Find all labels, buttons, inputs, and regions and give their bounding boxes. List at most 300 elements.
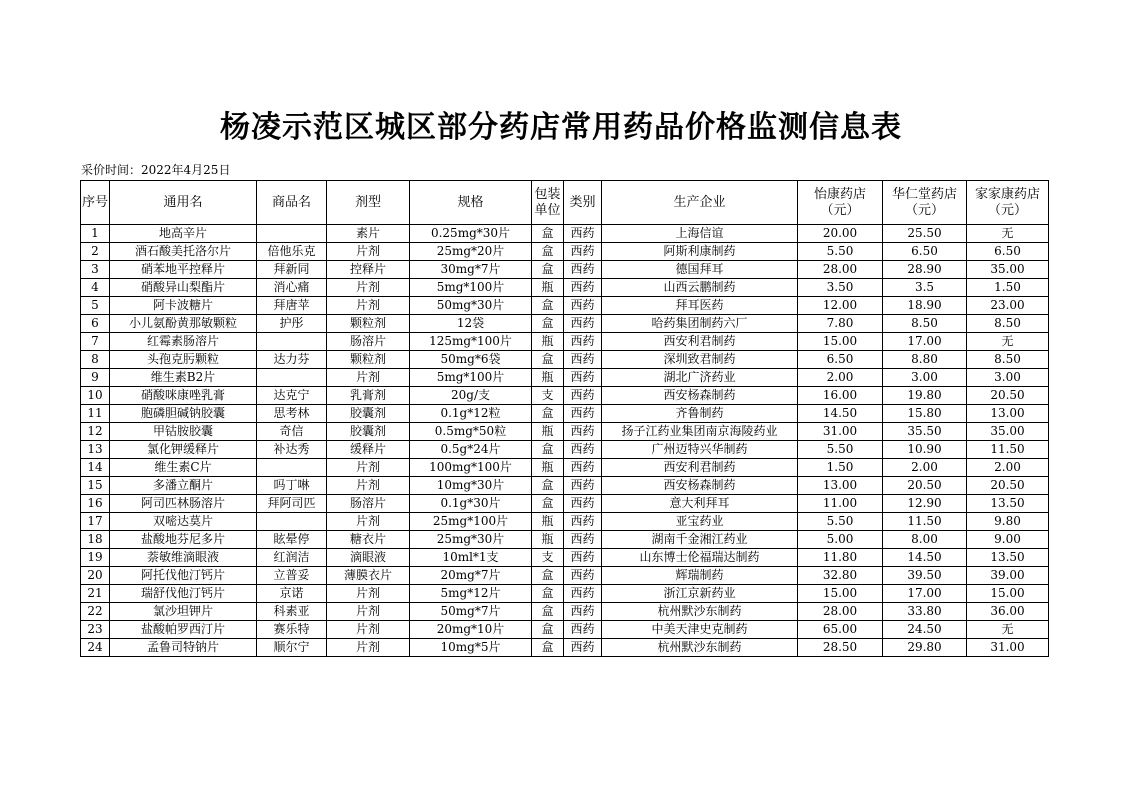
cell-manufacturer: 杭州默沙东制药 <box>602 639 798 657</box>
table-row <box>81 567 1049 585</box>
cell-huarentang-price: 10.90 <box>883 441 967 459</box>
cell-jiajiakang-price: 13.50 <box>967 495 1049 513</box>
table-row <box>81 549 1049 567</box>
cell-manufacturer: 意大利拜耳 <box>602 495 798 513</box>
cell-brand-name: 护彤 <box>257 315 327 333</box>
cell-specification: 0.1g*12粒 <box>410 405 532 423</box>
cell-index: 21 <box>81 585 110 603</box>
cell-brand-name: 顺尔宁 <box>257 639 327 657</box>
cell-package-unit: 瓶 <box>532 459 564 477</box>
cell-yikang-price: 15.00 <box>798 585 883 603</box>
cell-package-unit: 盒 <box>532 621 564 639</box>
cell-generic-name: 双嘧达莫片 <box>110 513 257 531</box>
cell-manufacturer: 中美天津史克制药 <box>602 621 798 639</box>
cell-generic-name: 硝酸咪康唑乳膏 <box>110 387 257 405</box>
cell-yikang-price: 5.50 <box>798 513 883 531</box>
cell-index: 7 <box>81 333 110 351</box>
cell-package-unit: 盒 <box>532 297 564 315</box>
cell-brand-name: 立普妥 <box>257 567 327 585</box>
table-row <box>81 225 1049 243</box>
cell-generic-name: 多潘立酮片 <box>110 477 257 495</box>
cell-category: 西药 <box>564 261 602 279</box>
cell-index: 20 <box>81 567 110 585</box>
cell-specification: 25mg*20片 <box>410 243 532 261</box>
cell-brand-name: 达克宁 <box>257 387 327 405</box>
cell-brand-name <box>257 333 327 351</box>
table-row <box>81 243 1049 261</box>
table-row <box>81 387 1049 405</box>
cell-specification: 0.1g*30片 <box>410 495 532 513</box>
cell-dosage-form: 颗粒剂 <box>327 315 410 333</box>
table-row <box>81 621 1049 639</box>
cell-package-unit: 盒 <box>532 477 564 495</box>
col-header-huarentang-price: 华仁堂药店（元） <box>883 181 967 225</box>
table-row <box>81 459 1049 477</box>
cell-index: 23 <box>81 621 110 639</box>
cell-index: 17 <box>81 513 110 531</box>
cell-category: 西药 <box>564 315 602 333</box>
cell-dosage-form: 片剂 <box>327 459 410 477</box>
cell-yikang-price: 31.00 <box>798 423 883 441</box>
cell-manufacturer: 齐鲁制药 <box>602 405 798 423</box>
cell-package-unit: 盒 <box>532 243 564 261</box>
cell-huarentang-price: 8.00 <box>883 531 967 549</box>
col-header-jiajiakang-price: 家家康药店（元） <box>967 181 1049 225</box>
cell-index: 8 <box>81 351 110 369</box>
cell-category: 西药 <box>564 297 602 315</box>
cell-index: 15 <box>81 477 110 495</box>
cell-brand-name <box>257 459 327 477</box>
cell-specification: 25mg*30片 <box>410 531 532 549</box>
cell-dosage-form: 滴眼液 <box>327 549 410 567</box>
cell-package-unit: 瓶 <box>532 513 564 531</box>
cell-huarentang-price: 35.50 <box>883 423 967 441</box>
col-header-specification: 规格 <box>410 181 532 225</box>
cell-specification: 20g/支 <box>410 387 532 405</box>
cell-dosage-form: 糖衣片 <box>327 531 410 549</box>
cell-yikang-price: 15.00 <box>798 333 883 351</box>
table-row <box>81 333 1049 351</box>
cell-manufacturer: 亚宝药业 <box>602 513 798 531</box>
cell-package-unit: 盒 <box>532 603 564 621</box>
cell-brand-name: 吗丁啉 <box>257 477 327 495</box>
cell-package-unit: 瓶 <box>532 279 564 297</box>
cell-manufacturer: 扬子江药业集团南京海陵药业 <box>602 423 798 441</box>
cell-brand-name: 倍他乐克 <box>257 243 327 261</box>
table-row <box>81 351 1049 369</box>
cell-huarentang-price: 17.00 <box>883 585 967 603</box>
cell-manufacturer: 西安杨森制药 <box>602 477 798 495</box>
cell-generic-name: 维生素B2片 <box>110 369 257 387</box>
col-header-generic-name: 通用名 <box>110 181 257 225</box>
cell-dosage-form: 片剂 <box>327 621 410 639</box>
cell-specification: 0.5mg*50粒 <box>410 423 532 441</box>
col-header-yikang-price: 怡康药店（元） <box>798 181 883 225</box>
table-row <box>81 495 1049 513</box>
cell-generic-name: 硝酸异山梨酯片 <box>110 279 257 297</box>
cell-dosage-form: 片剂 <box>327 513 410 531</box>
cell-package-unit: 瓶 <box>532 531 564 549</box>
cell-huarentang-price: 20.50 <box>883 477 967 495</box>
cell-jiajiakang-price: 2.00 <box>967 459 1049 477</box>
cell-jiajiakang-price: 13.50 <box>967 549 1049 567</box>
cell-brand-name: 奇信 <box>257 423 327 441</box>
cell-generic-name: 硝苯地平控释片 <box>110 261 257 279</box>
table-row <box>81 279 1049 297</box>
cell-specification: 20mg*10片 <box>410 621 532 639</box>
cell-specification: 125mg*100片 <box>410 333 532 351</box>
table-row <box>81 423 1049 441</box>
cell-category: 西药 <box>564 495 602 513</box>
cell-manufacturer: 拜耳医药 <box>602 297 798 315</box>
cell-category: 西药 <box>564 387 602 405</box>
cell-index: 22 <box>81 603 110 621</box>
cell-huarentang-price: 11.50 <box>883 513 967 531</box>
cell-category: 西药 <box>564 567 602 585</box>
cell-index: 18 <box>81 531 110 549</box>
cell-index: 24 <box>81 639 110 657</box>
cell-index: 13 <box>81 441 110 459</box>
cell-huarentang-price: 14.50 <box>883 549 967 567</box>
cell-dosage-form: 颗粒剂 <box>327 351 410 369</box>
cell-jiajiakang-price: 无 <box>967 621 1049 639</box>
col-header-category: 类别 <box>564 181 602 225</box>
cell-brand-name: 科素亚 <box>257 603 327 621</box>
table-row <box>81 369 1049 387</box>
cell-category: 西药 <box>564 369 602 387</box>
cell-category: 西药 <box>564 603 602 621</box>
cell-yikang-price: 7.80 <box>798 315 883 333</box>
cell-specification: 50mg*7片 <box>410 603 532 621</box>
cell-dosage-form: 薄膜衣片 <box>327 567 410 585</box>
cell-huarentang-price: 33.80 <box>883 603 967 621</box>
cell-generic-name: 维生素C片 <box>110 459 257 477</box>
cell-yikang-price: 13.00 <box>798 477 883 495</box>
cell-category: 西药 <box>564 513 602 531</box>
cell-jiajiakang-price: 9.00 <box>967 531 1049 549</box>
cell-huarentang-price: 3.00 <box>883 369 967 387</box>
cell-brand-name <box>257 225 327 243</box>
cell-yikang-price: 28.00 <box>798 603 883 621</box>
table-row <box>81 441 1049 459</box>
cell-manufacturer: 广州迈特兴华制药 <box>602 441 798 459</box>
cell-dosage-form: 片剂 <box>327 243 410 261</box>
cell-index: 12 <box>81 423 110 441</box>
cell-huarentang-price: 29.80 <box>883 639 967 657</box>
cell-jiajiakang-price: 20.50 <box>967 477 1049 495</box>
cell-jiajiakang-price: 31.00 <box>967 639 1049 657</box>
cell-category: 西药 <box>564 639 602 657</box>
table-row <box>81 585 1049 603</box>
cell-specification: 10mg*30片 <box>410 477 532 495</box>
cell-package-unit: 支 <box>532 387 564 405</box>
cell-index: 2 <box>81 243 110 261</box>
cell-specification: 50mg*30片 <box>410 297 532 315</box>
cell-manufacturer: 杭州默沙东制药 <box>602 603 798 621</box>
cell-yikang-price: 2.00 <box>798 369 883 387</box>
cell-jiajiakang-price: 35.00 <box>967 261 1049 279</box>
cell-yikang-price: 1.50 <box>798 459 883 477</box>
cell-category: 西药 <box>564 225 602 243</box>
cell-index: 9 <box>81 369 110 387</box>
cell-package-unit: 瓶 <box>532 369 564 387</box>
cell-dosage-form: 片剂 <box>327 477 410 495</box>
cell-jiajiakang-price: 6.50 <box>967 243 1049 261</box>
cell-dosage-form: 片剂 <box>327 639 410 657</box>
cell-huarentang-price: 39.50 <box>883 567 967 585</box>
cell-brand-name: 拜唐苹 <box>257 297 327 315</box>
cell-package-unit: 盒 <box>532 567 564 585</box>
table-row <box>81 261 1049 279</box>
cell-dosage-form: 片剂 <box>327 297 410 315</box>
cell-jiajiakang-price: 36.00 <box>967 603 1049 621</box>
cell-manufacturer: 西安利君制药 <box>602 459 798 477</box>
col-header-brand-name: 商品名 <box>257 181 327 225</box>
table-row <box>81 297 1049 315</box>
cell-yikang-price: 16.00 <box>798 387 883 405</box>
cell-brand-name: 拜阿司匹 <box>257 495 327 513</box>
cell-yikang-price: 28.50 <box>798 639 883 657</box>
cell-index: 1 <box>81 225 110 243</box>
cell-huarentang-price: 2.00 <box>883 459 967 477</box>
cell-generic-name: 萘敏维滴眼液 <box>110 549 257 567</box>
cell-package-unit: 盒 <box>532 261 564 279</box>
cell-dosage-form: 肠溶片 <box>327 333 410 351</box>
cell-specification: 25mg*100片 <box>410 513 532 531</box>
cell-yikang-price: 65.00 <box>798 621 883 639</box>
cell-generic-name: 阿托伐他汀钙片 <box>110 567 257 585</box>
cell-huarentang-price: 28.90 <box>883 261 967 279</box>
cell-yikang-price: 28.00 <box>798 261 883 279</box>
cell-generic-name: 头孢克肟颗粒 <box>110 351 257 369</box>
cell-brand-name <box>257 369 327 387</box>
col-header-package-unit: 包装单位 <box>532 181 564 225</box>
cell-brand-name: 眩晕停 <box>257 531 327 549</box>
cell-brand-name: 红润洁 <box>257 549 327 567</box>
cell-yikang-price: 11.00 <box>798 495 883 513</box>
cell-jiajiakang-price: 15.00 <box>967 585 1049 603</box>
cell-manufacturer: 浙江京新药业 <box>602 585 798 603</box>
cell-yikang-price: 12.00 <box>798 297 883 315</box>
cell-manufacturer: 湖南千金湘江药业 <box>602 531 798 549</box>
cell-huarentang-price: 25.50 <box>883 225 967 243</box>
cell-manufacturer: 阿斯利康制药 <box>602 243 798 261</box>
cell-dosage-form: 片剂 <box>327 585 410 603</box>
cell-specification: 20mg*7片 <box>410 567 532 585</box>
cell-jiajiakang-price: 39.00 <box>967 567 1049 585</box>
cell-generic-name: 甲钴胺胶囊 <box>110 423 257 441</box>
cell-generic-name: 地高辛片 <box>110 225 257 243</box>
cell-dosage-form: 片剂 <box>327 279 410 297</box>
cell-generic-name: 红霉素肠溶片 <box>110 333 257 351</box>
cell-yikang-price: 3.50 <box>798 279 883 297</box>
table-row <box>81 477 1049 495</box>
cell-manufacturer: 西安利君制药 <box>602 333 798 351</box>
cell-manufacturer: 深圳致君制药 <box>602 351 798 369</box>
col-header-dosage-form: 剂型 <box>327 181 410 225</box>
cell-index: 16 <box>81 495 110 513</box>
cell-category: 西药 <box>564 441 602 459</box>
cell-yikang-price: 11.80 <box>798 549 883 567</box>
cell-package-unit: 盒 <box>532 225 564 243</box>
cell-index: 3 <box>81 261 110 279</box>
cell-generic-name: 胞磷胆碱钠胶囊 <box>110 405 257 423</box>
cell-jiajiakang-price: 无 <box>967 333 1049 351</box>
cell-package-unit: 盒 <box>532 495 564 513</box>
cell-category: 西药 <box>564 477 602 495</box>
cell-huarentang-price: 17.00 <box>883 333 967 351</box>
cell-specification: 0.5g*24片 <box>410 441 532 459</box>
cell-jiajiakang-price: 1.50 <box>967 279 1049 297</box>
cell-brand-name <box>257 513 327 531</box>
table-row <box>81 603 1049 621</box>
cell-huarentang-price: 8.50 <box>883 315 967 333</box>
cell-dosage-form: 片剂 <box>327 369 410 387</box>
cell-specification: 5mg*100片 <box>410 369 532 387</box>
cell-category: 西药 <box>564 459 602 477</box>
table-row <box>81 639 1049 657</box>
cell-package-unit: 瓶 <box>532 333 564 351</box>
cell-dosage-form: 控释片 <box>327 261 410 279</box>
col-header-index: 序号 <box>81 181 110 225</box>
cell-dosage-form: 片剂 <box>327 603 410 621</box>
cell-category: 西药 <box>564 333 602 351</box>
cell-category: 西药 <box>564 243 602 261</box>
cell-brand-name: 京诺 <box>257 585 327 603</box>
cell-index: 19 <box>81 549 110 567</box>
cell-generic-name: 酒石酸美托洛尔片 <box>110 243 257 261</box>
cell-generic-name: 盐酸地芬尼多片 <box>110 531 257 549</box>
cell-generic-name: 小儿氨酚黄那敏颗粒 <box>110 315 257 333</box>
cell-manufacturer: 山东博士伦福瑞达制药 <box>602 549 798 567</box>
cell-brand-name: 拜新同 <box>257 261 327 279</box>
cell-huarentang-price: 19.80 <box>883 387 967 405</box>
cell-index: 5 <box>81 297 110 315</box>
cell-dosage-form: 肠溶片 <box>327 495 410 513</box>
cell-category: 西药 <box>564 531 602 549</box>
cell-manufacturer: 山西云鹏制药 <box>602 279 798 297</box>
cell-dosage-form: 胶囊剂 <box>327 423 410 441</box>
cell-category: 西药 <box>564 405 602 423</box>
cell-index: 10 <box>81 387 110 405</box>
cell-generic-name: 氯沙坦钾片 <box>110 603 257 621</box>
col-header-manufacturer: 生产企业 <box>602 181 798 225</box>
table-row <box>81 531 1049 549</box>
table-row <box>81 405 1049 423</box>
cell-dosage-form: 胶囊剂 <box>327 405 410 423</box>
cell-yikang-price: 20.00 <box>798 225 883 243</box>
cell-manufacturer: 德国拜耳 <box>602 261 798 279</box>
cell-specification: 10ml*1支 <box>410 549 532 567</box>
cell-package-unit: 瓶 <box>532 423 564 441</box>
cell-specification: 30mg*7片 <box>410 261 532 279</box>
table-row <box>81 513 1049 531</box>
cell-brand-name: 消心痛 <box>257 279 327 297</box>
cell-category: 西药 <box>564 279 602 297</box>
cell-yikang-price: 14.50 <box>798 405 883 423</box>
cell-brand-name: 补达秀 <box>257 441 327 459</box>
cell-huarentang-price: 15.80 <box>883 405 967 423</box>
cell-huarentang-price: 3.5 <box>883 279 967 297</box>
cell-yikang-price: 6.50 <box>798 351 883 369</box>
cell-manufacturer: 上海信谊 <box>602 225 798 243</box>
cell-jiajiakang-price: 9.80 <box>967 513 1049 531</box>
cell-jiajiakang-price: 35.00 <box>967 423 1049 441</box>
cell-jiajiakang-price: 23.00 <box>967 297 1049 315</box>
cell-generic-name: 阿卡波糖片 <box>110 297 257 315</box>
cell-index: 14 <box>81 459 110 477</box>
cell-brand-name: 赛乐特 <box>257 621 327 639</box>
header-row <box>81 181 1049 225</box>
cell-jiajiakang-price: 8.50 <box>967 315 1049 333</box>
cell-manufacturer: 湖北广济药业 <box>602 369 798 387</box>
cell-specification: 5mg*12片 <box>410 585 532 603</box>
cell-specification: 0.25mg*30片 <box>410 225 532 243</box>
cell-huarentang-price: 18.90 <box>883 297 967 315</box>
cell-specification: 10mg*5片 <box>410 639 532 657</box>
cell-huarentang-price: 8.80 <box>883 351 967 369</box>
cell-brand-name: 思考林 <box>257 405 327 423</box>
cell-yikang-price: 5.00 <box>798 531 883 549</box>
cell-category: 西药 <box>564 585 602 603</box>
cell-dosage-form: 素片 <box>327 225 410 243</box>
cell-index: 6 <box>81 315 110 333</box>
cell-package-unit: 盒 <box>532 639 564 657</box>
cell-package-unit: 盒 <box>532 441 564 459</box>
price-table <box>80 180 1049 657</box>
cell-jiajiakang-price: 20.50 <box>967 387 1049 405</box>
collection-date: 采价时间：2022年4月25日 <box>81 163 231 177</box>
cell-yikang-price: 5.50 <box>798 441 883 459</box>
cell-jiajiakang-price: 3.00 <box>967 369 1049 387</box>
cell-specification: 5mg*100片 <box>410 279 532 297</box>
table-body <box>81 225 1049 657</box>
cell-specification: 100mg*100片 <box>410 459 532 477</box>
cell-yikang-price: 5.50 <box>798 243 883 261</box>
cell-package-unit: 盒 <box>532 315 564 333</box>
cell-jiajiakang-price: 8.50 <box>967 351 1049 369</box>
cell-index: 4 <box>81 279 110 297</box>
cell-manufacturer: 辉瑞制药 <box>602 567 798 585</box>
cell-specification: 12袋 <box>410 315 532 333</box>
cell-specification: 50mg*6袋 <box>410 351 532 369</box>
cell-generic-name: 盐酸帕罗西汀片 <box>110 621 257 639</box>
cell-generic-name: 瑞舒伐他汀钙片 <box>110 585 257 603</box>
cell-yikang-price: 32.80 <box>798 567 883 585</box>
cell-manufacturer: 西安杨森制药 <box>602 387 798 405</box>
cell-manufacturer: 哈药集团制药六厂 <box>602 315 798 333</box>
cell-huarentang-price: 24.50 <box>883 621 967 639</box>
cell-dosage-form: 乳膏剂 <box>327 387 410 405</box>
cell-index: 11 <box>81 405 110 423</box>
cell-generic-name: 孟鲁司特钠片 <box>110 639 257 657</box>
cell-jiajiakang-price: 13.00 <box>967 405 1049 423</box>
page-title: 杨凌示范区城区部分药店常用药品价格监测信息表 <box>220 110 902 145</box>
cell-package-unit: 盒 <box>532 405 564 423</box>
cell-category: 西药 <box>564 549 602 567</box>
cell-category: 西药 <box>564 621 602 639</box>
cell-huarentang-price: 6.50 <box>883 243 967 261</box>
cell-dosage-form: 缓释片 <box>327 441 410 459</box>
cell-brand-name: 达力芬 <box>257 351 327 369</box>
cell-category: 西药 <box>564 423 602 441</box>
cell-generic-name: 阿司匹林肠溶片 <box>110 495 257 513</box>
cell-huarentang-price: 12.90 <box>883 495 967 513</box>
cell-package-unit: 盒 <box>532 351 564 369</box>
cell-category: 西药 <box>564 351 602 369</box>
table-row <box>81 315 1049 333</box>
cell-jiajiakang-price: 11.50 <box>967 441 1049 459</box>
